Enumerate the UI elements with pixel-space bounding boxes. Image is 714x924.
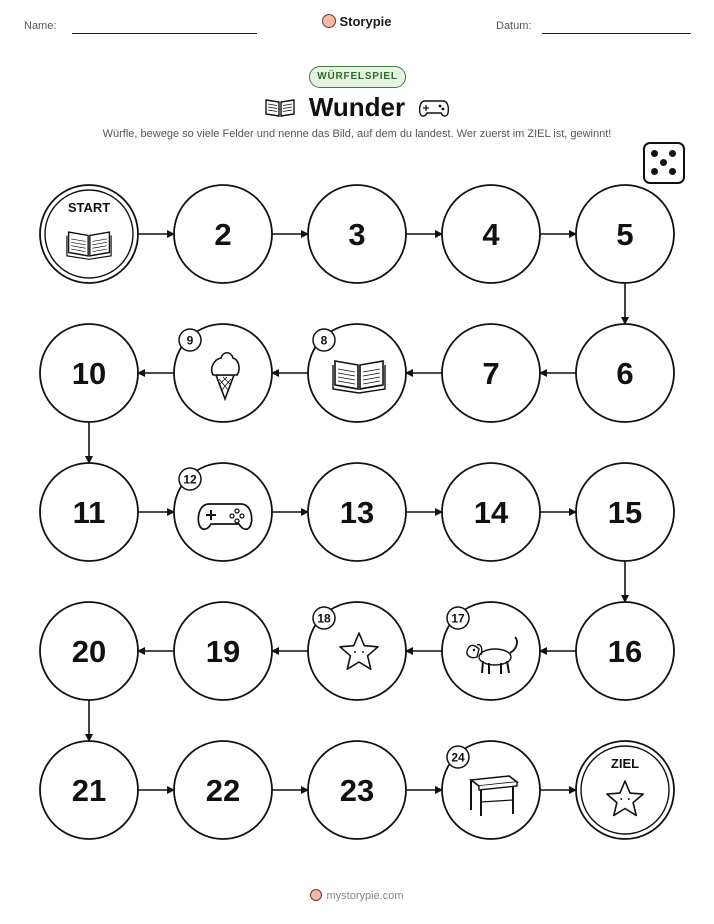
space-number: 22 bbox=[205, 773, 241, 808]
board-space[interactable] bbox=[576, 463, 674, 561]
game-type-badge: WÜRFELSPIEL bbox=[309, 66, 406, 88]
board-space[interactable] bbox=[442, 463, 540, 561]
start-space[interactable] bbox=[40, 185, 138, 283]
space-number: 15 bbox=[607, 495, 643, 530]
space-number: 5 bbox=[616, 217, 634, 252]
space-number: 16 bbox=[607, 634, 643, 669]
board-space[interactable] bbox=[174, 602, 272, 700]
footer-url[interactable]: mystorypie.com bbox=[326, 890, 404, 902]
space-number: 9 bbox=[186, 333, 194, 348]
space-number: 2 bbox=[214, 217, 232, 252]
space-number: 13 bbox=[339, 495, 375, 530]
space-label: START bbox=[67, 200, 111, 215]
board-space[interactable] bbox=[576, 324, 674, 422]
space-number: 24 bbox=[451, 750, 465, 765]
space-number: 8 bbox=[320, 333, 328, 348]
space-number: 11 bbox=[72, 495, 106, 530]
space-number: 23 bbox=[339, 773, 375, 808]
space-number: 7 bbox=[482, 356, 500, 391]
board-space[interactable] bbox=[442, 185, 540, 283]
board-space[interactable] bbox=[308, 463, 406, 561]
board-space[interactable] bbox=[442, 741, 540, 839]
space-label: ZIEL bbox=[610, 756, 640, 771]
space-number: 14 bbox=[473, 495, 509, 530]
space-number: 10 bbox=[71, 356, 107, 391]
space-number: 3 bbox=[348, 217, 366, 252]
footer-logo-icon bbox=[310, 889, 322, 901]
board-space[interactable] bbox=[308, 741, 406, 839]
space-number: 12 bbox=[183, 472, 197, 487]
space-number: 6 bbox=[616, 356, 634, 391]
brand-name: Storypie bbox=[339, 14, 392, 29]
space-number: 21 bbox=[71, 773, 107, 808]
board-space[interactable] bbox=[308, 185, 406, 283]
board-space[interactable] bbox=[40, 602, 138, 700]
space-number: 19 bbox=[205, 634, 241, 669]
instructions: Würfle, bewege so viele Felder und nenne das Bild, auf dem du landest. Wer zuerst im ZIEL ist, gewinnt! bbox=[102, 128, 612, 140]
space-number: 20 bbox=[71, 634, 107, 669]
board-space[interactable] bbox=[576, 602, 674, 700]
board-space[interactable] bbox=[40, 324, 138, 422]
board-space[interactable] bbox=[174, 185, 272, 283]
board-space[interactable] bbox=[576, 185, 674, 283]
board-space[interactable] bbox=[40, 741, 138, 839]
page-title: Wunder bbox=[308, 92, 406, 122]
board-space[interactable] bbox=[40, 463, 138, 561]
date-label: Datum: bbox=[496, 20, 532, 32]
footer bbox=[0, 889, 714, 902]
board-space[interactable] bbox=[174, 741, 272, 839]
space-number: 18 bbox=[317, 611, 331, 626]
name-label: Name: bbox=[24, 20, 57, 32]
board-space[interactable] bbox=[442, 324, 540, 422]
space-number: 17 bbox=[451, 611, 465, 626]
space-number: 4 bbox=[482, 217, 500, 252]
